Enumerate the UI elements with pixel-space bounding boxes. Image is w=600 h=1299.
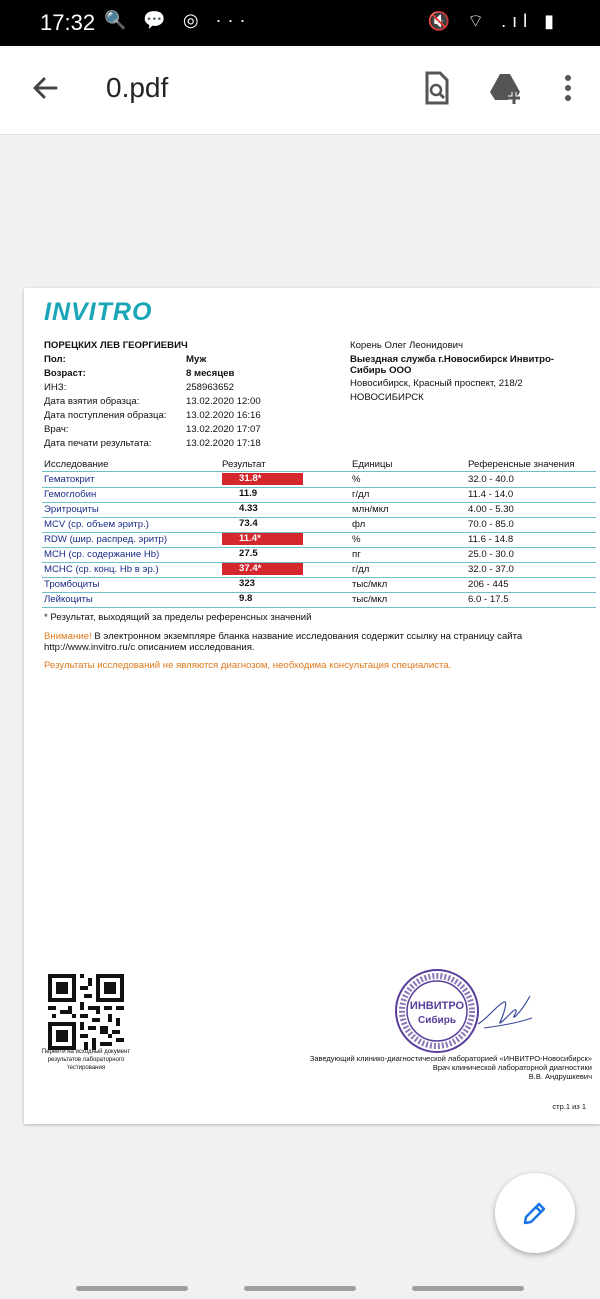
search-document-icon[interactable] <box>416 68 456 108</box>
table-row <box>42 472 596 488</box>
test-unit: пг <box>352 549 361 560</box>
table-row <box>42 517 596 533</box>
table-row <box>42 502 596 518</box>
test-name[interactable]: Гемоглобин <box>44 489 97 500</box>
col-header-test: Исследование <box>44 459 109 470</box>
value-sample-date: 13.02.2020 12:00 <box>186 396 261 407</box>
test-unit: тыс/мкл <box>352 594 388 605</box>
document-title: 0.pdf <box>106 72 169 103</box>
signer-position: Врач клинической лабораторной диагностики <box>432 1063 592 1072</box>
test-unit: % <box>352 474 361 485</box>
edit-button[interactable] <box>495 1173 575 1253</box>
nav-handle-center[interactable] <box>244 1286 356 1291</box>
label-sample-date: Дата взятия образца: <box>44 396 140 407</box>
signature <box>474 988 534 1038</box>
more-options-icon[interactable] <box>548 68 588 108</box>
test-name[interactable]: Эритроциты <box>44 504 99 515</box>
test-unit: г/дл <box>352 489 370 500</box>
app-bar <box>0 46 600 135</box>
test-result: 73.4 <box>239 518 258 529</box>
test-reference: 11.4 - 14.0 <box>468 489 514 500</box>
label-age: Возраст: <box>44 368 86 379</box>
back-arrow-icon[interactable] <box>26 68 66 108</box>
disclaimer: Результаты исследований не являются диагнозом, необходима консультация специалиста. <box>44 660 452 671</box>
test-unit: млн/мкл <box>352 504 389 515</box>
table-row <box>42 532 596 548</box>
status-bar <box>0 0 600 46</box>
lab-city: НОВОСИБИРСК <box>350 392 424 403</box>
table-row <box>42 592 596 608</box>
lab-service-line1: Выездная служба г.Новосибирск Инвитро- <box>350 354 555 365</box>
value-age: 8 месяцев <box>186 368 235 379</box>
test-result: 31.8* <box>222 473 303 485</box>
col-header-units: Единицы <box>352 459 393 470</box>
svg-text:ИНВИТРО: ИНВИТРО <box>409 1000 465 1012</box>
test-name[interactable]: MCHC (ср. конц. Hb в эр.) <box>44 564 159 575</box>
invitro-logo: INVITRO <box>44 298 153 326</box>
notification-icons: 🔍 💬 ◎ ··· <box>104 10 252 30</box>
qr-code[interactable] <box>48 974 124 1050</box>
test-unit: г/дл <box>352 564 370 575</box>
test-result: 11.9 <box>239 488 258 499</box>
clock: 17:32 <box>40 10 96 35</box>
test-reference: 32.0 - 40.0 <box>468 474 514 485</box>
pencil-icon <box>521 1199 549 1227</box>
system-icons: 🔇 ⌔ .ıl ▮ <box>427 11 560 31</box>
attention-text: В электронном экземпляре бланка название исследования содержит ссылку на страницу сайта <box>91 631 523 642</box>
signer-title: Заведующий клинико-диагностической лабораторией «ИНВИТРО-Новосибирск» <box>309 1054 592 1063</box>
test-reference: 206 - 445 <box>468 579 509 590</box>
table-row <box>42 577 596 593</box>
test-reference: 32.0 - 37.0 <box>468 564 514 575</box>
nav-handle-left[interactable] <box>76 1286 188 1291</box>
col-header-result: Результат <box>222 459 266 470</box>
signer-name: В.В. Андрушкевич <box>528 1072 592 1081</box>
lab-doctor: Корень Олег Леонидович <box>350 340 464 351</box>
test-reference: 70.0 - 85.0 <box>468 519 514 530</box>
attention-label: Внимание! <box>44 631 92 642</box>
test-reference: 4.00 - 5.30 <box>468 504 514 515</box>
test-result: 37.4* <box>222 563 303 575</box>
lab-stamp <box>394 968 480 1054</box>
test-reference: 6.0 - 17.5 <box>468 594 509 605</box>
test-result: 323 <box>239 578 256 589</box>
col-header-reference: Референсные значения <box>468 459 575 470</box>
test-unit: % <box>352 534 361 545</box>
label-doctor: Врач: <box>44 424 69 435</box>
table-row <box>42 562 596 578</box>
test-name[interactable]: Лейкоциты <box>44 594 93 605</box>
nav-handle-right[interactable] <box>412 1286 524 1291</box>
lab-address: Новосибирск, Красный проспект, 218/2 <box>350 378 523 389</box>
label-inz: ИНЗ: <box>44 382 67 393</box>
table-row <box>42 547 596 563</box>
label-print-date: Дата печати результата: <box>44 438 152 449</box>
test-result: 27.5 <box>239 548 258 559</box>
test-unit: фл <box>352 519 366 530</box>
pdf-page[interactable] <box>24 288 600 1124</box>
add-to-drive-icon[interactable] <box>486 68 526 108</box>
value-receipt-date: 13.02.2020 16:16 <box>186 410 261 421</box>
svg-text:Сибирь: Сибирь <box>418 1015 456 1026</box>
test-unit: тыс/мкл <box>352 579 388 590</box>
test-name[interactable]: Гематокрит <box>44 474 95 485</box>
value-print-date: 13.02.2020 17:18 <box>186 438 261 449</box>
signer-block <box>310 1054 592 1081</box>
lab-service-line2: Сибирь ООО <box>350 365 412 376</box>
value-sex: Муж <box>186 354 207 365</box>
test-reference: 25.0 - 30.0 <box>468 549 514 560</box>
test-result: 4.33 <box>239 503 258 514</box>
test-result: 11.4* <box>222 533 303 545</box>
test-reference: 11.6 - 14.8 <box>468 534 514 545</box>
attention-link[interactable]: http://www.invitro.ru/с описанием исследования. <box>44 642 255 653</box>
test-result: 9.8 <box>239 593 253 604</box>
footnote: * Результат, выходящий за пределы референсных значений <box>44 612 312 623</box>
test-name[interactable]: RDW (шир. распред. эритр) <box>44 534 168 545</box>
test-name[interactable]: Тромбоциты <box>44 579 100 590</box>
page-number: стр.1 из 1 <box>552 1102 586 1111</box>
value-inz: 258963652 <box>186 382 235 393</box>
label-sex: Пол: <box>44 354 66 365</box>
value-doctor: 13.02.2020 17:07 <box>186 424 261 435</box>
test-name[interactable]: MCH (ср. содержание Hb) <box>44 549 160 560</box>
attention-note <box>44 631 522 642</box>
test-name[interactable]: MCV (ср. объем эритр.) <box>44 519 149 530</box>
label-receipt-date: Дата поступления образца: <box>44 410 167 421</box>
table-row <box>42 487 596 503</box>
patient-name: ПОРЕЦКИХ ЛЕВ ГЕОРГИЕВИЧ <box>44 340 188 351</box>
qr-caption: Перейти на исходный документ результатов лабораторного тестирования <box>41 1049 131 1071</box>
